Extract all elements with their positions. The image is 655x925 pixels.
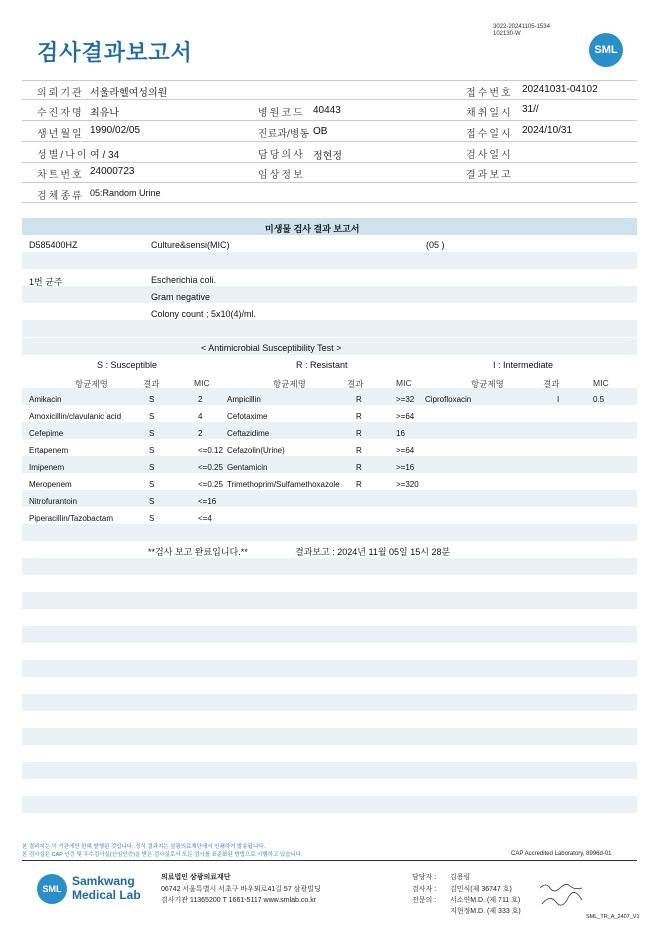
lab-phone: 검사기관 11365200 T 1661-5117 www.smlab.co.kr [161, 897, 317, 904]
row-band [22, 728, 637, 745]
mic-value: 2 [198, 429, 203, 438]
ast-title: < Antimicrobial Susceptibility Test > [201, 343, 342, 353]
test-date-label: 검사일시 [466, 150, 513, 161]
receipt-no-label: 접수번호 [466, 88, 513, 99]
divider [22, 80, 637, 81]
lab-org: 의료법인 삼광의료재단 [161, 874, 231, 881]
colony-count: Colony count ; 5x10(4)/ml. [151, 309, 257, 319]
col-mic-header: MIC [194, 378, 210, 388]
drug-name: Piperacillin/Tazobactam [29, 514, 114, 523]
mic-value: >=16 [396, 463, 415, 472]
staff2-label: 검사자 : [412, 886, 437, 893]
chart-value: 24000723 [90, 166, 135, 177]
col-result-header: 결과 [543, 379, 560, 389]
doctor-label: 담당의사 [258, 150, 305, 161]
row-band [22, 694, 637, 711]
mic-value: <=4 [198, 514, 212, 523]
row-band [22, 762, 637, 779]
patient-value: 최유나 [90, 108, 119, 119]
row-band [22, 320, 637, 337]
mic-value: 2 [198, 395, 203, 404]
mic-value: 0.5 [593, 395, 605, 404]
mic-value: >=320 [396, 480, 419, 489]
drug-name: Gentamicin [227, 463, 268, 472]
collect-value: 31// [522, 104, 539, 115]
row-band [22, 490, 637, 507]
staff4-value: 지현정M.D. (제 333 호) [450, 908, 521, 915]
dept-label: 진료과/병동 [258, 129, 310, 140]
divider [22, 182, 637, 183]
drug-name: Trimethoprim/Sulfamethoxazole [227, 480, 340, 489]
drug-name: Imipenem [29, 463, 65, 472]
sml-logo: SML [37, 874, 67, 904]
row-band [22, 558, 637, 575]
receipt-no-value: 20241031-04102 [522, 84, 598, 95]
susceptibility-result: S [149, 514, 155, 523]
clinical-label: 임상정보 [258, 170, 305, 181]
form-code: SML_TR_A_2407_V1 [586, 914, 640, 920]
specimen-value: 05:Random Urine [90, 188, 161, 198]
section-title: 미생물 검사 결과 보고서 [265, 224, 360, 234]
legend-susceptible: S : Susceptible [97, 360, 158, 370]
report-complete: **검사 보고 완료입니다.** [148, 547, 248, 557]
test-code: D585400HZ [29, 240, 78, 250]
staff3-label: 전문의 : [412, 897, 437, 904]
test-name: Culture&sensi(MIC) [151, 240, 230, 250]
footer-rule [22, 860, 637, 861]
mic-value: <=0.12 [198, 446, 223, 455]
divider [22, 162, 637, 163]
drug-name: Amoxicillin/clavulanic acid [29, 412, 122, 421]
page-title: 검사결과보고서 [37, 40, 193, 65]
susceptibility-result: S [149, 480, 155, 489]
patient-label: 수진자명 [37, 108, 84, 119]
dob-label: 생년월일 [37, 129, 84, 140]
susceptibility-result: S [149, 412, 155, 421]
row-band [22, 524, 637, 541]
row-band [22, 660, 637, 677]
gram-stain: Gram negative [151, 292, 211, 302]
dept-value: OB [313, 126, 328, 137]
chart-label: 차트번호 [37, 170, 84, 181]
footer-notice-2: 본 검사실은 CAP 인증 및 우수검사실(신임인증)을 받은 검사실로서 모든 검사를 표준화된 방법으로 시행하고 있습니다. [22, 852, 303, 858]
drug-name: Cefotaxime [227, 412, 268, 421]
lab-address: 06742 서울특별시 서초구 바우뫼로41길 57 삼광빌딩 [161, 886, 321, 893]
row-band [22, 286, 637, 303]
organism-name: Escherichia coli. [151, 275, 217, 285]
organism-label: 1번 균주 [29, 277, 63, 287]
signature-image [536, 878, 592, 910]
drug-name: Cefepime [29, 429, 64, 438]
divider [22, 202, 637, 203]
brand-line1: Samkwang [72, 874, 135, 888]
hosp-code-label: 병원코드 [258, 108, 305, 119]
mic-value: >=64 [396, 446, 415, 455]
susceptibility-result: I [557, 395, 560, 404]
col-mic-header: MIC [593, 378, 609, 388]
sex-value: 여 / 34 [90, 150, 120, 161]
document-id-line1: 3022-20241105-1534 [493, 24, 550, 30]
cap-accreditation: CAP Accredited Laboratory, 8996d-01 [511, 851, 612, 857]
susceptibility-result: R [356, 446, 362, 455]
legend-resistant: R : Resistant [296, 360, 348, 370]
staff1-label: 담당자 : [412, 874, 437, 881]
brand-name [72, 874, 141, 902]
susceptibility-result: R [356, 463, 362, 472]
brand-line2: Medical Lab [72, 888, 141, 902]
mic-value: 16 [396, 429, 405, 438]
row-band [22, 626, 637, 643]
hospital-label: 의뢰기관 [37, 88, 84, 99]
receipt-date-value: 2024/10/31 [522, 125, 573, 136]
drug-name: Ertapenem [29, 446, 69, 455]
drug-name: Ampicillin [227, 395, 261, 404]
divider [22, 99, 637, 100]
staff3-value: 서소연M.D. (제 711 호) [450, 897, 521, 904]
drug-name: Ceftazidime [227, 429, 270, 438]
drug-name: Ciprofloxacin [425, 395, 472, 404]
staff1-value: 김용림 [450, 874, 471, 881]
specimen-label: 검체종류 [37, 191, 84, 202]
divider [22, 141, 637, 142]
divider [22, 120, 637, 121]
susceptibility-result: S [149, 429, 155, 438]
susceptibility-result: S [149, 463, 155, 472]
susceptibility-result: S [149, 395, 155, 404]
col-drug-header: 항균제명 [273, 379, 306, 389]
row-band [22, 592, 637, 609]
susceptibility-result: S [149, 497, 155, 506]
collect-label: 채취일시 [466, 108, 513, 119]
susceptibility-result: R [356, 412, 362, 421]
row-band [22, 422, 637, 439]
drug-name: Nitrofurantoin [29, 497, 78, 506]
footer-notice-1: 본 결과지는 이 기관에만 한해 발행된 것입니다. 정식 결과지는 삼광의료재단에서 인쇄하여 발송됩니다. [22, 844, 266, 850]
mic-value: >=32 [396, 395, 415, 404]
hospital-value: 서울라헬여성의원 [90, 88, 168, 99]
drug-name: Amikacin [29, 395, 62, 404]
sex-label: 성별/나이 [37, 150, 89, 161]
staff2-value: 김민식(제 36747 호) [450, 886, 512, 893]
receipt-date-label: 접수일시 [466, 129, 513, 140]
mic-value: 4 [198, 412, 203, 421]
susceptibility-result: R [356, 480, 362, 489]
drug-name: Meropenem [29, 480, 72, 489]
col-drug-header: 항균제명 [75, 379, 108, 389]
col-result-header: 결과 [143, 379, 160, 389]
legend-intermediate: I : Intermediate [493, 360, 554, 370]
mic-value: <=0.25 [198, 463, 223, 472]
row-band [22, 456, 637, 473]
drug-name: Cefazolin(Urine) [227, 446, 285, 455]
col-mic-header: MIC [396, 378, 412, 388]
doctor-value: 정현정 [313, 151, 342, 162]
mic-value: <=0.25 [198, 480, 223, 489]
report-label: 결과보고 [466, 170, 513, 181]
hosp-code-value: 40443 [313, 105, 341, 116]
row-band [22, 252, 637, 269]
document-id [493, 24, 550, 38]
specimen-code: (05 ) [426, 240, 445, 250]
susceptibility-result: R [356, 395, 362, 404]
report-time: 결과보고 : 2024년 11월 05일 15시 28분 [295, 547, 451, 557]
col-drug-header: 항균제명 [471, 379, 504, 389]
mic-value: <=16 [198, 497, 217, 506]
susceptibility-result: S [149, 446, 155, 455]
susceptibility-result: R [356, 429, 362, 438]
sml-logo: SML [589, 33, 623, 67]
document-id-line2: 102130-W [493, 31, 521, 37]
row-band [22, 796, 637, 813]
mic-value: >=64 [396, 412, 415, 421]
row-band [22, 388, 637, 405]
dob-value: 1990/02/05 [90, 125, 141, 136]
col-result-header: 결과 [347, 379, 364, 389]
